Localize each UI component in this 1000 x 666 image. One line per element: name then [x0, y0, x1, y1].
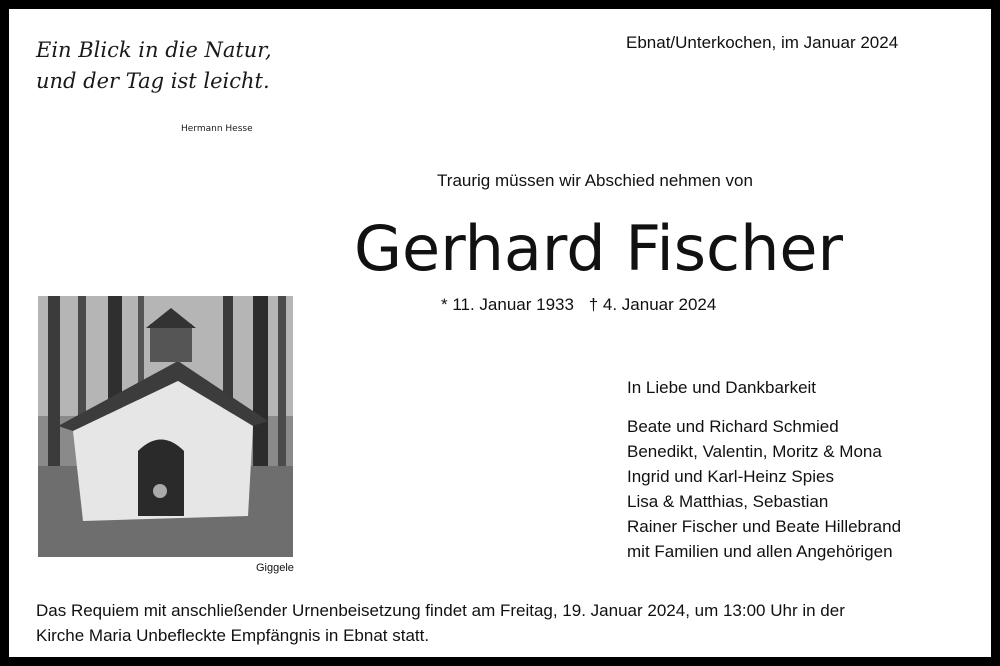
family-member: Ingrid und Karl-Heinz Spies	[627, 467, 834, 486]
hesse-quote	[36, 35, 272, 134]
place-and-date: Ebnat/Unterkochen, im Januar 2024	[626, 33, 899, 52]
chapel-photo	[38, 296, 293, 557]
family-member: Benedikt, Valentin, Moritz & Mona	[627, 442, 882, 461]
deceased-name: Gerhard Fischer	[354, 212, 844, 285]
family-member: Rainer Fischer und Beate Hillebrand	[627, 517, 902, 536]
family-lead: In Liebe und Dankbarkeit	[627, 378, 817, 397]
family-member: Beate und Richard Schmied	[627, 417, 839, 436]
requiem-line-2: Kirche Maria Unbefleckte Empfängnis in Ebnat statt.	[36, 626, 430, 645]
quote-line-1: Ein Blick in die Natur,	[36, 38, 272, 62]
requiem-line-1: Das Requiem mit anschließender Urnenbeisetzung findet am Freitag, 19. Januar 2024, um 13:00 Uhr in der	[36, 601, 845, 620]
obituary-card	[9, 9, 991, 657]
family-block	[627, 375, 901, 564]
photo-caption: Giggele	[256, 562, 294, 574]
death-date: † 4. Januar 2024	[588, 295, 717, 314]
family-member: mit Familien und allen Angehörigen	[627, 542, 893, 561]
birth-date: * 11. Januar 1933	[441, 295, 574, 314]
family-member: Lisa & Matthias, Sebastian	[627, 492, 829, 511]
quote-author: Hermann Hesse	[181, 124, 253, 134]
requiem-notice	[36, 598, 976, 648]
intro-text: Traurig müssen wir Abschied nehmen von	[437, 171, 753, 190]
quote-line-2: und der Tag ist leicht.	[36, 69, 270, 93]
life-dates	[441, 295, 716, 315]
